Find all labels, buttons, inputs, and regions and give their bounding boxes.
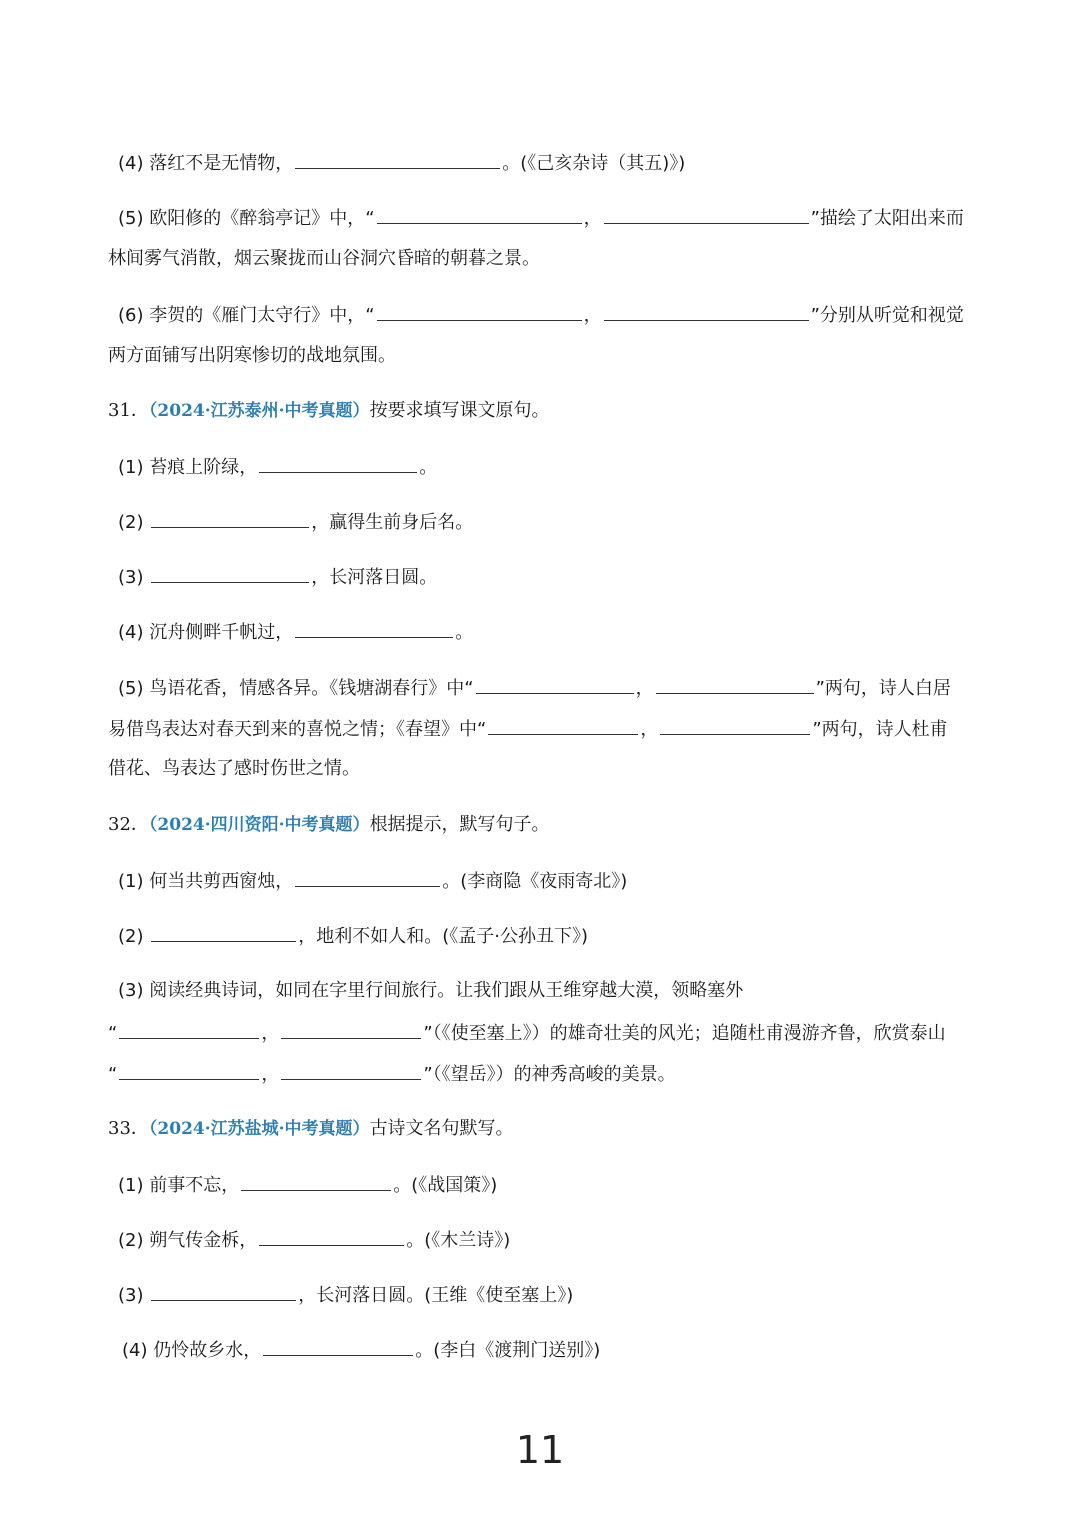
answer-blank[interactable] bbox=[604, 205, 809, 224]
question-source: （2024·四川资阳·中考真题） bbox=[148, 815, 370, 835]
q32-item-3-line-2: “ ， ”（《使至塞上》）的雄奇壮美的风光；追随杜甫漫游齐鲁，欣赏泰山 bbox=[108, 1020, 968, 1044]
answer-blank[interactable] bbox=[476, 675, 634, 694]
question-number: 32． bbox=[108, 814, 149, 835]
q31-item-5-line-2: 易借鸟表达对春天到来的喜悦之情；《春望》中“ ， ”两句，诗人杜甫 bbox=[108, 716, 968, 740]
question-prompt: 根据提示，默写句子。 bbox=[369, 814, 550, 835]
item-number: (5) bbox=[118, 208, 144, 229]
q33-item-3: (3) ，长河落日圆。(王维《使至塞上》) bbox=[118, 1282, 978, 1306]
q31-item-3: (3) ，长河落日圆。 bbox=[118, 564, 978, 588]
answer-blank[interactable] bbox=[151, 923, 296, 942]
answer-blank[interactable] bbox=[259, 1227, 404, 1246]
answer-blank[interactable] bbox=[151, 1282, 296, 1301]
question-source: （2024·江苏泰州·中考真题） bbox=[148, 401, 370, 421]
answer-blank[interactable] bbox=[660, 716, 810, 735]
answer-blank[interactable] bbox=[377, 205, 582, 224]
q31-item-1: (1) 苔痕上阶绿， 。 bbox=[118, 454, 978, 478]
answer-blank[interactable] bbox=[151, 509, 309, 528]
q30-item-4: (4) 落红不是无情物， 。(《己亥杂诗（其五)》) bbox=[118, 150, 978, 174]
question-number: 31． bbox=[108, 400, 149, 421]
answer-blank[interactable] bbox=[604, 302, 809, 321]
answer-blank[interactable] bbox=[241, 1172, 391, 1191]
q32-item-1: (1) 何当共剪西窗烛， 。(李商隐《夜雨寄北》) bbox=[118, 868, 978, 892]
q32-item-2: (2) ，地利不如人和。(《孟子·公孙丑下》) bbox=[118, 923, 978, 947]
answer-blank[interactable] bbox=[119, 1061, 259, 1080]
q30-item-5-line-2: 林间雾气消散，烟云聚拢而山谷洞穴昏暗的朝暮之景。 bbox=[108, 248, 540, 269]
q32-item-3: (3) 阅读经典诗词，如同在字里行间旅行。让我们跟从王维穿越大漠，领略塞外 bbox=[118, 980, 744, 1001]
answer-blank[interactable] bbox=[295, 150, 500, 169]
answer-blank[interactable] bbox=[281, 1061, 421, 1080]
answer-blank[interactable] bbox=[151, 564, 309, 583]
question-prompt: 古诗文名句默写。 bbox=[369, 1118, 514, 1139]
question-prompt: 按要求填写课文原句。 bbox=[369, 400, 550, 421]
q31-item-4: (4) 沉舟侧畔千帆过， 。 bbox=[118, 619, 978, 643]
question-32-header bbox=[108, 813, 968, 837]
answer-blank[interactable] bbox=[488, 716, 638, 735]
item-number: (4) bbox=[118, 153, 144, 174]
answer-blank[interactable] bbox=[119, 1020, 259, 1039]
question-33-header bbox=[108, 1117, 968, 1141]
q31-item-5-line-3: 借花、鸟表达了感时伤世之情。 bbox=[108, 758, 360, 779]
q32-item-3-line-3: “ ， ”（《望岳》）的神秀高峻的美景。 bbox=[108, 1061, 968, 1085]
q31-item-5: (5) 鸟语花香，情感各异。《钱塘湖春行》中“ ， ”两句，诗人白居 bbox=[118, 675, 978, 699]
question-source: （2024·江苏盐城·中考真题） bbox=[148, 1119, 370, 1139]
answer-blank[interactable] bbox=[656, 675, 814, 694]
q30-item-5: (5) 欧阳修的《醉翁亭记》中，“ ， ”描绘了太阳出来而 bbox=[118, 205, 978, 229]
item-number: (6) bbox=[118, 305, 144, 326]
answer-blank[interactable] bbox=[377, 302, 582, 321]
q33-item-2: (2) 朔气传金柝， 。(《木兰诗》) bbox=[118, 1227, 978, 1251]
answer-blank[interactable] bbox=[295, 619, 453, 638]
q33-item-4: (4) 仍怜故乡水， 。(李白《渡荆门送别》) bbox=[122, 1337, 982, 1361]
question-number: 33． bbox=[108, 1118, 149, 1139]
answer-blank[interactable] bbox=[263, 1337, 413, 1356]
question-31-header bbox=[108, 399, 968, 423]
q33-item-1: (1) 前事不忘， 。(《战国策》) bbox=[118, 1172, 978, 1196]
q30-item-6-line-2: 两方面铺写出阴寒惨切的战地氛围。 bbox=[108, 345, 396, 366]
answer-blank[interactable] bbox=[281, 1020, 421, 1039]
page-number: 11 bbox=[515, 1428, 565, 1472]
q31-item-2: (2) ，赢得生前身后名。 bbox=[118, 509, 978, 533]
q30-item-6: (6) 李贺的《雁门太守行》中，“ ， ”分别从听觉和视觉 bbox=[118, 302, 978, 326]
answer-blank[interactable] bbox=[295, 868, 440, 887]
answer-blank[interactable] bbox=[259, 454, 417, 473]
